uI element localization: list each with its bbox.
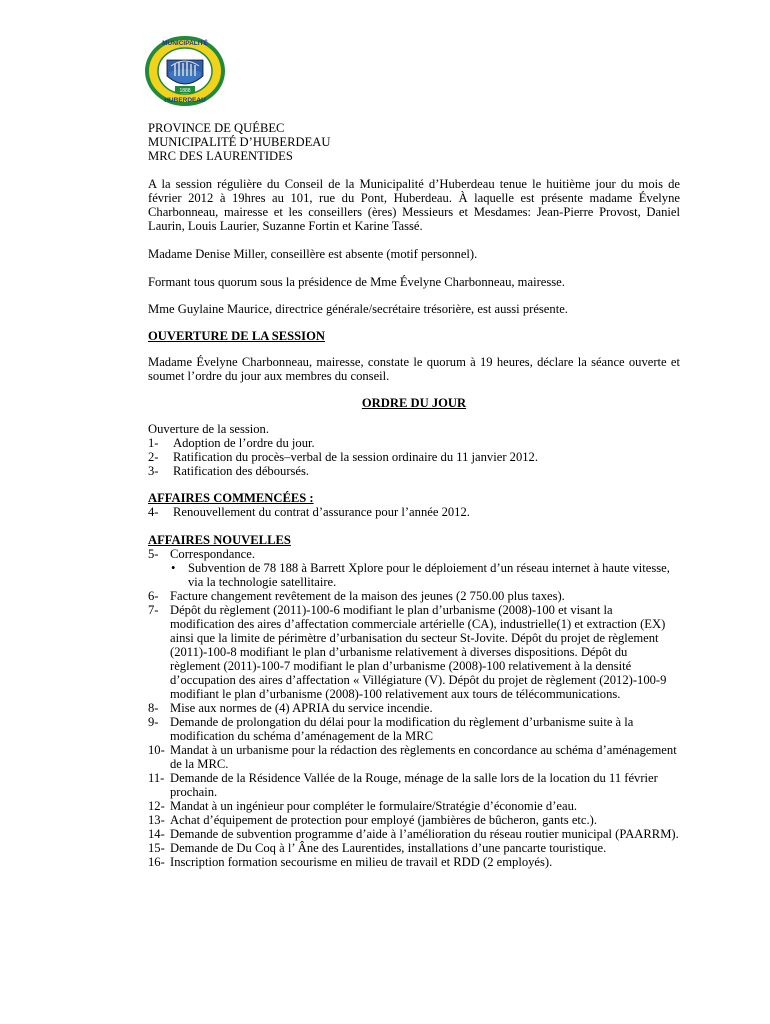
list-item: 1- Adoption de l’ordre du jour.	[148, 436, 315, 450]
ordre-du-jour-title: ORDRE DU JOUR	[361, 396, 467, 410]
ouverture-title: OUVERTURE DE LA SESSION	[148, 329, 325, 343]
list-item: 14- Demande de subvention programme d’aide à l’amélioration du réseau routier municipal (PAARRM).	[148, 827, 679, 841]
nouvelles-list	[148, 547, 680, 869]
ordre-opening: Ouverture de la session.	[148, 422, 270, 436]
ordre-list	[148, 436, 680, 478]
list-item: 3- Ratification des déboursés.	[148, 464, 310, 478]
absence-paragraph: Madame Denise Miller, conseillère est absente (motif personnel).	[148, 247, 478, 261]
header-municipality: MUNICIPALITÉ D’HUBERDEAU	[148, 135, 331, 149]
list-item: 6- Facture changement revêtement de la maison des jeunes (2 750.00 plus taxes).	[148, 589, 565, 603]
logo-year: 1888	[179, 88, 191, 94]
list-item: 7- Dépôt du règlement (2011)-100-6 modifiant le plan d’urbanisme (2008)-100 et visant la modification des aires d’affectation commerciale artérielle (CA), industrielle(1) et extraction (EX) ainsi que la limite de périmètre d’urbanisation du secteur St-Jovite. Dépôt du projet de règlement (2011)-100-8 modifiant le plan d’urbanisme relativement à diverses dispositions. Dépôt du règlement (2011)-100-7 modifiant le plan d’urbanisme (2008)-100 relativement à la densité d’occupation des aires d’affectation « Villégiature (V). Dépôt du projet de règlement (2012)-100-9 modifiant le plan d’urbanisme (2008)-100 relativement aux tours de télécommunications.	[148, 603, 667, 701]
intro-paragraph: A la session régulière du Conseil de la Municipalité d’Huberdeau tenue le huitième jour du mois de février 2012 à 19hres au 101, rue du Pont, Huberdeau. À laquelle est présente madame Évelyne Charbonneau, mairesse et les conseillers (ères) Messieurs et Mesdames: Jean-Pierre Provost, Daniel Laurin, Louis Laurier, Suzanne Fortin et Karine Tassé.	[148, 177, 680, 233]
list-item: 16- Inscription formation secourisme en milieu de travail et RDD (2 employés).	[148, 855, 553, 869]
list-item: 8- Mise aux normes de (4) APRIA du service incendie.	[148, 701, 433, 715]
logo-bottom-text: HUBERDEAU	[164, 97, 206, 104]
secretary-paragraph: Mme Guylaine Maurice, directrice générale/secrétaire trésorière, est aussi présente.	[148, 302, 568, 316]
logo-top-text: MUNICIPALITÉ	[162, 40, 208, 47]
header-province: PROVINCE DE QUÉBEC	[148, 121, 285, 135]
affaires-nouvelles-title: AFFAIRES NOUVELLES	[148, 533, 291, 547]
list-item: 2- Ratification du procès–verbal de la session ordinaire du 11 janvier 2012.	[148, 450, 538, 464]
list-item: 10- Mandat à un urbanisme pour la rédaction des règlements en concordance au schéma d’aménagement de la MRC.	[148, 743, 677, 771]
list-item: 11- Demande de la Résidence Vallée de la Rouge, ménage de la salle lors de la location du 11 février prochain.	[148, 771, 658, 799]
list-item: 15- Demande de Du Coq à l’ Âne des Laurentides, installations d’une pancarte touristique.	[148, 841, 607, 855]
header-mrc: MRC DES LAURENTIDES	[148, 149, 293, 163]
list-item: 5- Correspondance.	[148, 547, 255, 561]
commencees-list	[148, 505, 680, 519]
list-item: 12- Mandat à un ingénieur pour compléter le formulaire/Stratégie d’économie d’eau.	[148, 799, 578, 813]
document-body	[148, 121, 680, 869]
header-block	[148, 121, 680, 163]
ouverture-paragraph: Madame Évelyne Charbonneau, mairesse, constate le quorum à 19 heures, déclare la séance ouverte et soumet l’ordre du jour aux membres du conseil.	[148, 355, 680, 383]
bullet-icon: •	[171, 561, 176, 575]
list-item: 4- Renouvellement du contrat d’assurance pour l’année 2012.	[148, 505, 470, 519]
quorum-paragraph: Formant tous quorum sous la présidence de Mme Évelyne Charbonneau, mairesse.	[148, 275, 565, 289]
municipal-logo	[145, 36, 225, 106]
list-item: 9- Demande de prolongation du délai pour la modification du règlement d’urbanisme suite à la modification du schéma d’aménagement de la MRC	[148, 715, 634, 743]
affaires-commencees-title: AFFAIRES COMMENCÉES :	[148, 491, 314, 505]
list-item: 13- Achat d’équipement de protection pour employé (jambières de bûcheron, gants etc.).	[148, 813, 597, 827]
bullet-item: • Subvention de 78 188 à Barrett Xplore pour le déploiement d’un réseau internet à haute vitesse, via la technologie satellitaire.	[171, 561, 670, 589]
